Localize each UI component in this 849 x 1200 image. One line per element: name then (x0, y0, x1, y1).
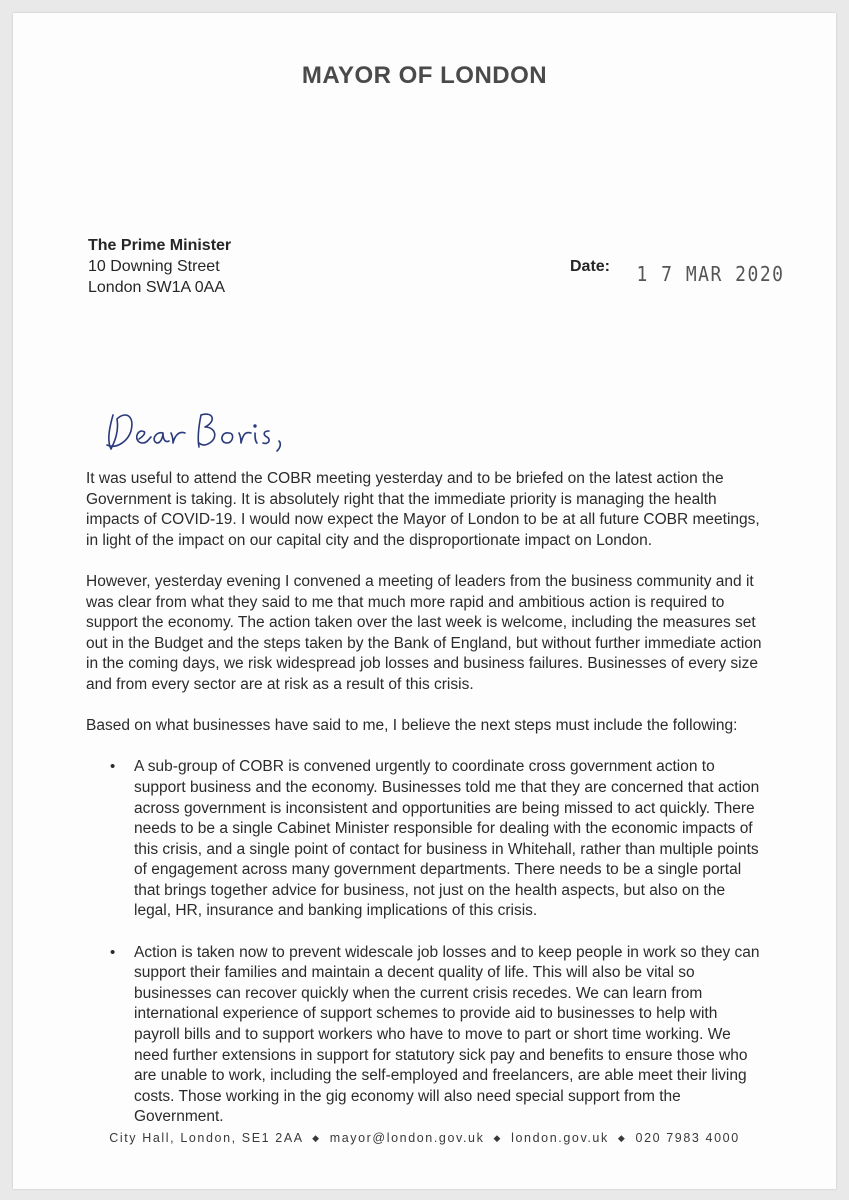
handwritten-salutation (105, 401, 305, 457)
body-paragraph: However, yesterday evening I convened a meeting of leaders from the business community and it was clear from what they said to me that much more rapid and ambitious action is required to support the economy. The action taken over the last week is welcome, including the measures set out in the Budget and the steps taken by the Bank of England, but without further immediate action in the coming days, we risk widespread job losses and business failures. Businesses of every size and from every sector are at risk as a result of this crisis. (86, 572, 762, 693)
handwriting-signature-icon (105, 401, 305, 457)
recipient-address-line1: 10 Downing Street (88, 258, 220, 275)
list-item-text: A sub-group of COBR is convened urgently to coordinate cross government action to support business and the economy. Businesses told me that they are concerned that action across government is inconsistent and opportunities are being missed to act quickly. There needs to be a single Cabinet Minister responsible for dealing with the economic impacts of this crisis, and a single point of contact for business in Whitehall, rather than multiple points of engagement across many government departments. There needs to be a single portal that brings together advice for business, not just on the health aspects, but also on the legal, HR, insurance and banking implications of this crisis. (134, 758, 760, 920)
bullet-icon: • (110, 943, 116, 961)
list-item-text: Action is taken now to prevent widescale job losses and to keep people in work so they can support their families and maintain a decent quality of life. This will also be vital so businesses can recover quickly when the current crisis recedes. We can learn from international experience of support schemes to provide aid to businesses to help with payroll bills and to support workers who have to move to part or short time working. We need further extensions in support for statutory sick pay and benefits to ensure those who are unable to work, including the self-employed and freelancers, are able meet their living costs. Those working in the gig economy will also need special support from the Government. (134, 943, 760, 1126)
footer-website[interactable]: london.gov.uk (511, 1131, 609, 1145)
body-paragraph: It was useful to attend the COBR meeting yesterday and to be briefed on the latest action the Government is taking. It is absolutely right that the immediate priority is managing the health impacts of COVID-19. I would now expect the Mayor of London to be at all future COBR meetings, in light of the impact on our capital city and the disproportionate impact on London. (86, 470, 760, 549)
footer-address: City Hall, London, SE1 2AA (109, 1131, 304, 1145)
date-label: Date: (570, 258, 611, 275)
letter-page (13, 13, 836, 1189)
recipient-name: The Prime Minister (88, 237, 232, 254)
date-stamp: 1 7 MAR 2020 (636, 262, 785, 287)
diamond-separator-icon: ◆ (617, 1133, 627, 1143)
diamond-separator-icon: ◆ (493, 1133, 503, 1143)
list-item (86, 757, 766, 922)
recipient-address (88, 235, 231, 298)
recommendations-list (86, 757, 766, 1128)
letter-body (86, 469, 766, 1149)
recipient-address-line2: London SW1A 0AA (88, 279, 225, 296)
diamond-separator-icon: ◆ (312, 1133, 321, 1143)
letter-footer (13, 1131, 836, 1145)
footer-phone: 020 7983 4000 (635, 1131, 740, 1145)
bullet-icon: • (110, 758, 116, 776)
body-paragraph: Based on what businesses have said to me, I believe the next steps must include the following: (86, 717, 738, 735)
list-item (86, 943, 766, 1128)
footer-email[interactable]: mayor@london.gov.uk (329, 1131, 485, 1145)
letterhead-title: MAYOR OF LONDON (301, 62, 548, 89)
date-block (570, 258, 785, 285)
